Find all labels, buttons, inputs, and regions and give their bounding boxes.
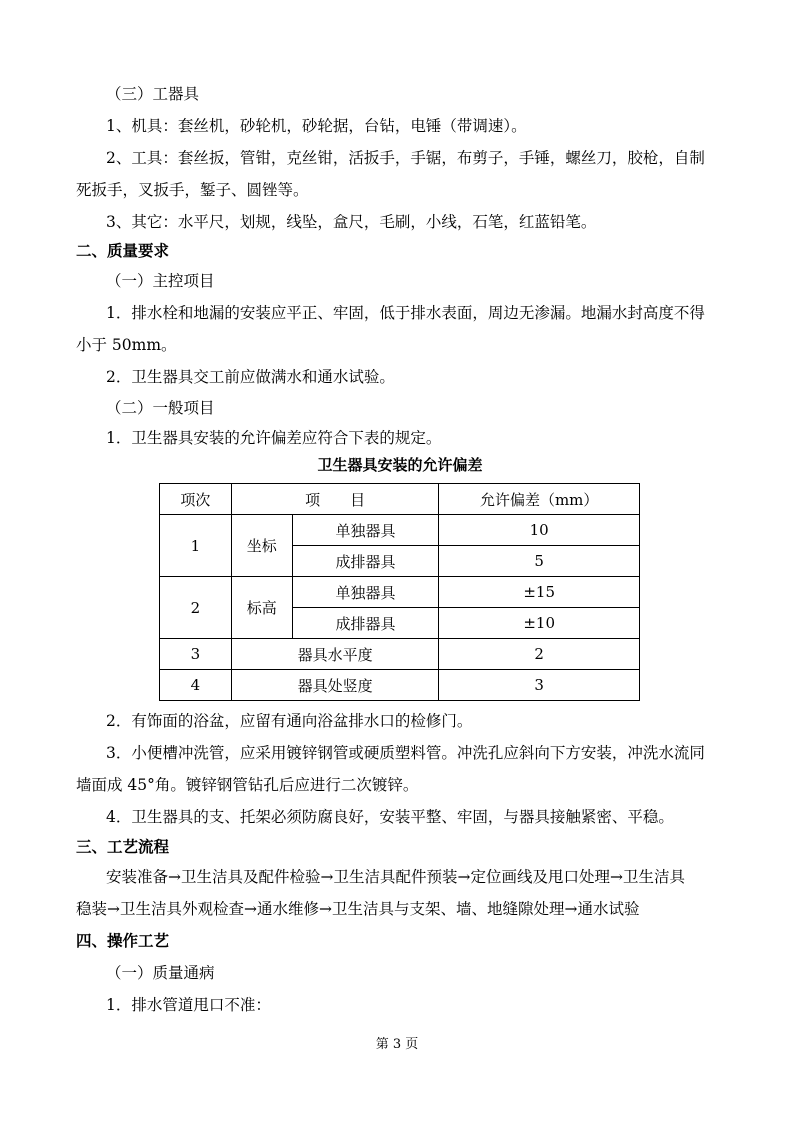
table-cell: 单独器具 [292, 515, 439, 546]
main-item-1-line-1: 1．排水栓和地漏的安装应平正、牢固，低于排水表面，周边无渗漏。地漏水封高度不得 [106, 304, 705, 322]
table-cell: ±15 [439, 577, 640, 608]
table-cell: 器具水平度 [231, 639, 439, 670]
table-cell: 成排器具 [292, 608, 439, 639]
table-cell: 单独器具 [292, 577, 439, 608]
tools-others: 3、其它：水平尺，划规，线坠，盒尺，毛刷，小线，石笔，红蓝铅笔。 [106, 213, 597, 231]
tools-hand-tools-line-1: 2、工具：套丝扳，管钳，克丝钳，活扳手，手锯，布剪子，手锤，螺丝刀，胶枪，自制 [106, 149, 705, 167]
main-control-heading: （一）主控项目 [106, 272, 215, 290]
tools-heading: （三）工器具 [106, 85, 200, 103]
table-cell: 4 [160, 670, 232, 701]
table-caption: 卫生器具安装的允许偏差 [317, 456, 483, 474]
general-item-4: 4．卫生器具的支、托架必须防腐良好，安装平整、牢固，与器具接触紧密、平稳。 [106, 808, 674, 826]
general-heading: （二）一般项目 [106, 399, 215, 417]
tolerance-table [159, 483, 640, 701]
process-flow-line-2: 稳装→卫生洁具外观检查→通水维修→卫生洁具与支架、墙、地缝隙处理→通水试验 [76, 900, 640, 918]
tools-machines: 1、机具：套丝机，砂轮机，砂轮据，台钻，电锤（带调速）。 [106, 117, 527, 135]
table-cell: 成排器具 [292, 546, 439, 577]
page-number: 第 3 页 [375, 1037, 419, 1052]
table-cell: 标高 [231, 577, 292, 639]
table-cell: 坐标 [231, 515, 292, 577]
defect-item-1: 1．排水管道甩口不准： [106, 996, 271, 1014]
process-flow-line-1: 安装准备→卫生洁具及配件检验→卫生洁具配件预装→定位画线及甩口处理→卫生洁具 [106, 868, 685, 886]
main-item-1-line-2: 小于 50mm。 [76, 336, 177, 354]
table-cell: 器具处竖度 [231, 670, 439, 701]
table-cell: ±10 [439, 608, 640, 639]
main-item-2: 2．卫生器具交工前应做满水和通水试验。 [106, 368, 395, 386]
table-header-cell: 允许偏差（mm） [439, 484, 640, 515]
table-cell: 5 [439, 546, 640, 577]
general-item-3-line-2: 墙面成 45°角。镀锌钢管钻孔后应进行二次镀锌。 [76, 776, 419, 794]
section-heading-quality: 二、质量要求 [76, 242, 170, 260]
general-item-3-line-1: 3．小便槽冲洗管，应采用镀锌钢管或硬质塑料管。冲洗孔应斜向下方安装，冲洗水流同 [106, 744, 705, 762]
section-heading-process: 三、工艺流程 [76, 838, 170, 856]
table-cell: 2 [160, 577, 232, 639]
table-row [160, 577, 640, 608]
tools-hand-tools-line-2: 死扳手，叉扳手，錾子、圆锉等。 [76, 181, 309, 199]
table-cell: 3 [439, 670, 640, 701]
table-cell: 1 [160, 515, 232, 577]
general-item-1: 1．卫生器具安装的允许偏差应符合下表的规定。 [106, 429, 442, 447]
table-cell: 3 [160, 639, 232, 670]
table-header-row [160, 484, 640, 515]
general-item-2: 2．有饰面的浴盆，应留有通向浴盆排水口的检修门。 [106, 712, 473, 730]
table-row [160, 670, 640, 701]
table-header-cell: 项 目 [231, 484, 439, 515]
common-defects-heading: （一）质量通病 [106, 964, 215, 982]
table-row [160, 639, 640, 670]
table-cell: 2 [439, 639, 640, 670]
table-cell: 10 [439, 515, 640, 546]
table-row [160, 515, 640, 546]
section-heading-operation: 四、操作工艺 [76, 932, 170, 950]
table-header-cell: 项次 [160, 484, 232, 515]
